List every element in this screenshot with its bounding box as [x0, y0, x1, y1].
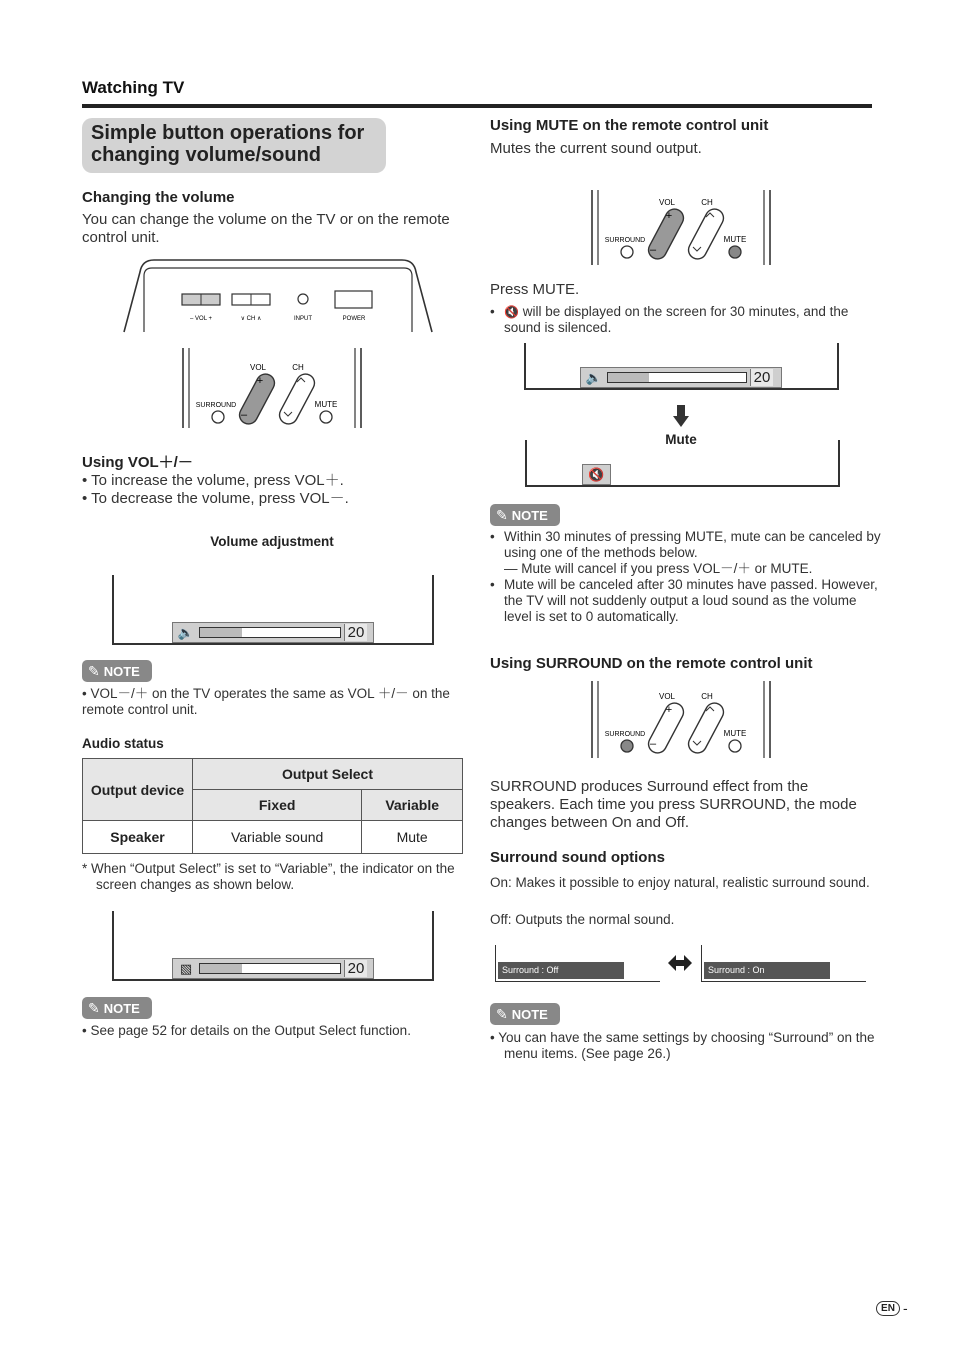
svg-text:SURROUND: SURROUND — [195, 402, 237, 409]
remote-ch-rocker — [276, 371, 317, 427]
svg-text:VOL: VOL — [249, 363, 267, 372]
surround-on-text: On: Makes it possible to enjoy natural, realistic surround sound. — [490, 875, 870, 890]
col-variable: Variable — [362, 790, 463, 821]
mute-bullet: • 🔇 will be displayed on the screen for 30 minutes, and the sound is silenced. — [490, 304, 849, 335]
col-output-select: Output Select — [193, 759, 463, 790]
using-vol-bullet-2: • To decrease the volume, press VOL－. — [82, 490, 349, 507]
note-badge-3: ✎ NOTE — [490, 504, 560, 526]
note-2-text: • See page 52 for details on the Output Select function. — [82, 1023, 411, 1038]
down-arrow-icon — [673, 405, 689, 427]
variable-track — [199, 963, 341, 974]
toggle-arrow-icon — [668, 953, 692, 973]
note-3-bullet-1: • Within 30 minutes of pressing MUTE, mute can be canceled by using one of the methods below. — Mute will cancel if you press VOL－/＋ or MUTE. — [490, 529, 881, 576]
page-number: - — [903, 1300, 908, 1316]
svg-text:SURROUND: SURROUND — [604, 731, 646, 738]
svg-text:VOL: VOL — [658, 198, 676, 207]
changing-volume-body: You can change the volume on the TV or on the remote control unit. — [82, 211, 450, 246]
header-rule — [82, 104, 872, 108]
volume-value: 20 — [344, 624, 367, 641]
tv-power-label: POWER — [342, 316, 366, 322]
volume-screen — [112, 575, 434, 645]
svg-text:SURROUND: SURROUND — [604, 237, 646, 244]
svg-text:+: + — [256, 375, 264, 387]
surround-body: SURROUND produces Surround effect from the speakers. Each time you press SURROUND, the mode changes between On and Off. — [490, 778, 857, 831]
note-4-text: • You can have the same settings by choosing “Surround” on the menu items. (See page 26.) — [490, 1030, 875, 1061]
tv-input-label: INPUT — [294, 316, 312, 322]
title-box — [82, 118, 386, 173]
speaker-icon: 🔈 — [177, 624, 195, 640]
variable-screen — [112, 911, 434, 981]
tv-input-button — [298, 294, 308, 304]
svg-text:–: – — [240, 409, 248, 421]
tv-vol-label: – VOL + — [190, 316, 212, 322]
audio-status-table — [82, 758, 463, 854]
tv-panel-illustration — [118, 256, 438, 336]
mute-heading: Using MUTE on the remote control unit — [490, 117, 769, 134]
surround-off-text: Off: Outputs the normal sound. — [490, 912, 675, 927]
svg-text:VOL: VOL — [658, 692, 676, 701]
using-vol-heading: Using VOL＋/－ — [82, 454, 193, 471]
mute-caption: Mute — [665, 432, 697, 447]
muted-speaker-icon: 🔇 — [582, 464, 611, 485]
col-output-device: Output device — [83, 759, 193, 821]
svg-text:CH: CH — [701, 692, 713, 701]
pencil-icon: ✎ — [496, 506, 508, 523]
remote-mute-button-highlighted — [729, 246, 741, 258]
press-mute: Press MUTE. — [490, 281, 580, 298]
surround-options-heading: Surround sound options — [490, 849, 665, 866]
speaker-icon: 🔈 — [585, 369, 603, 385]
tv-power-button — [335, 291, 372, 308]
svg-text:+: + — [665, 210, 673, 222]
note-badge-2: ✎ NOTE — [82, 997, 152, 1019]
language-badge: EN — [876, 1301, 900, 1316]
surround-on-state: Surround : On — [704, 962, 830, 979]
changing-volume-heading: Changing the volume — [82, 189, 235, 206]
mute-body: Mutes the current sound output. — [490, 140, 702, 157]
section-header: Watching TV — [82, 78, 185, 97]
note-1-text: • VOL－/＋ on the TV operates the same as VOL ＋/－ on the remote control unit. — [82, 686, 450, 717]
surround-on-screen — [701, 945, 866, 982]
page-title: Simple button operations for changing volume/sound — [91, 122, 365, 166]
col-fixed: Fixed — [193, 790, 362, 821]
volume-bar — [172, 622, 374, 643]
using-vol-bullet-1: • To increase the volume, press VOL＋. — [82, 472, 344, 489]
svg-text:+: + — [665, 704, 673, 716]
remote-mute-button — [320, 411, 332, 423]
pencil-icon: ✎ — [88, 999, 100, 1016]
table-row: Speaker Variable sound Mute — [83, 821, 463, 854]
svg-text:MUTE: MUTE — [314, 400, 338, 409]
mute-before-track — [607, 372, 747, 383]
mute-icon: 🔇 — [504, 305, 519, 319]
output-jack-icon: ▧ — [179, 960, 193, 976]
svg-text:–: – — [649, 244, 657, 256]
tv-ch-label: ∨ CH ∧ — [240, 316, 262, 322]
mute-after-screen — [525, 440, 840, 487]
volume-adjustment-caption: Volume adjustment — [210, 534, 334, 549]
mute-before-screen — [524, 343, 839, 390]
volume-track — [199, 627, 341, 638]
surround-off-state: Surround : Off — [498, 962, 624, 979]
variable-volume-value: 20 — [344, 960, 367, 977]
remote-surround-button — [212, 411, 224, 423]
surround-off-screen — [495, 945, 660, 982]
remote-illustration-mute — [589, 189, 773, 267]
footnote: * When “Output Select” is set to “Variable”, the indicator on the screen changes as shown below. — [82, 861, 455, 892]
surround-heading: Using SURROUND on the remote control unit — [490, 655, 813, 672]
remote-illustration-vol — [180, 346, 364, 430]
svg-text:MUTE: MUTE — [723, 235, 747, 244]
svg-text:–: – — [649, 738, 657, 750]
mute-before-bar: 🔈 20 — [580, 367, 782, 388]
note-3-bullet-2: • Mute will be canceled after 30 minutes have passed. However, the TV will not suddenly output a loud sound as the volume level is set to 0 automatically. — [490, 577, 878, 624]
remote-illustration-surround — [589, 680, 773, 760]
pencil-icon: ✎ — [88, 662, 100, 679]
pencil-icon: ✎ — [496, 1005, 508, 1022]
variable-volume-bar — [172, 958, 374, 979]
remote-surround-button-highlighted — [621, 740, 633, 752]
svg-text:CH: CH — [701, 198, 713, 207]
svg-text:CH: CH — [292, 363, 304, 372]
svg-text:MUTE: MUTE — [723, 729, 747, 738]
note-badge-1: ✎ NOTE — [82, 660, 152, 682]
audio-status-heading: Audio status — [82, 736, 164, 751]
note-badge-4: ✎ NOTE — [490, 1003, 560, 1025]
